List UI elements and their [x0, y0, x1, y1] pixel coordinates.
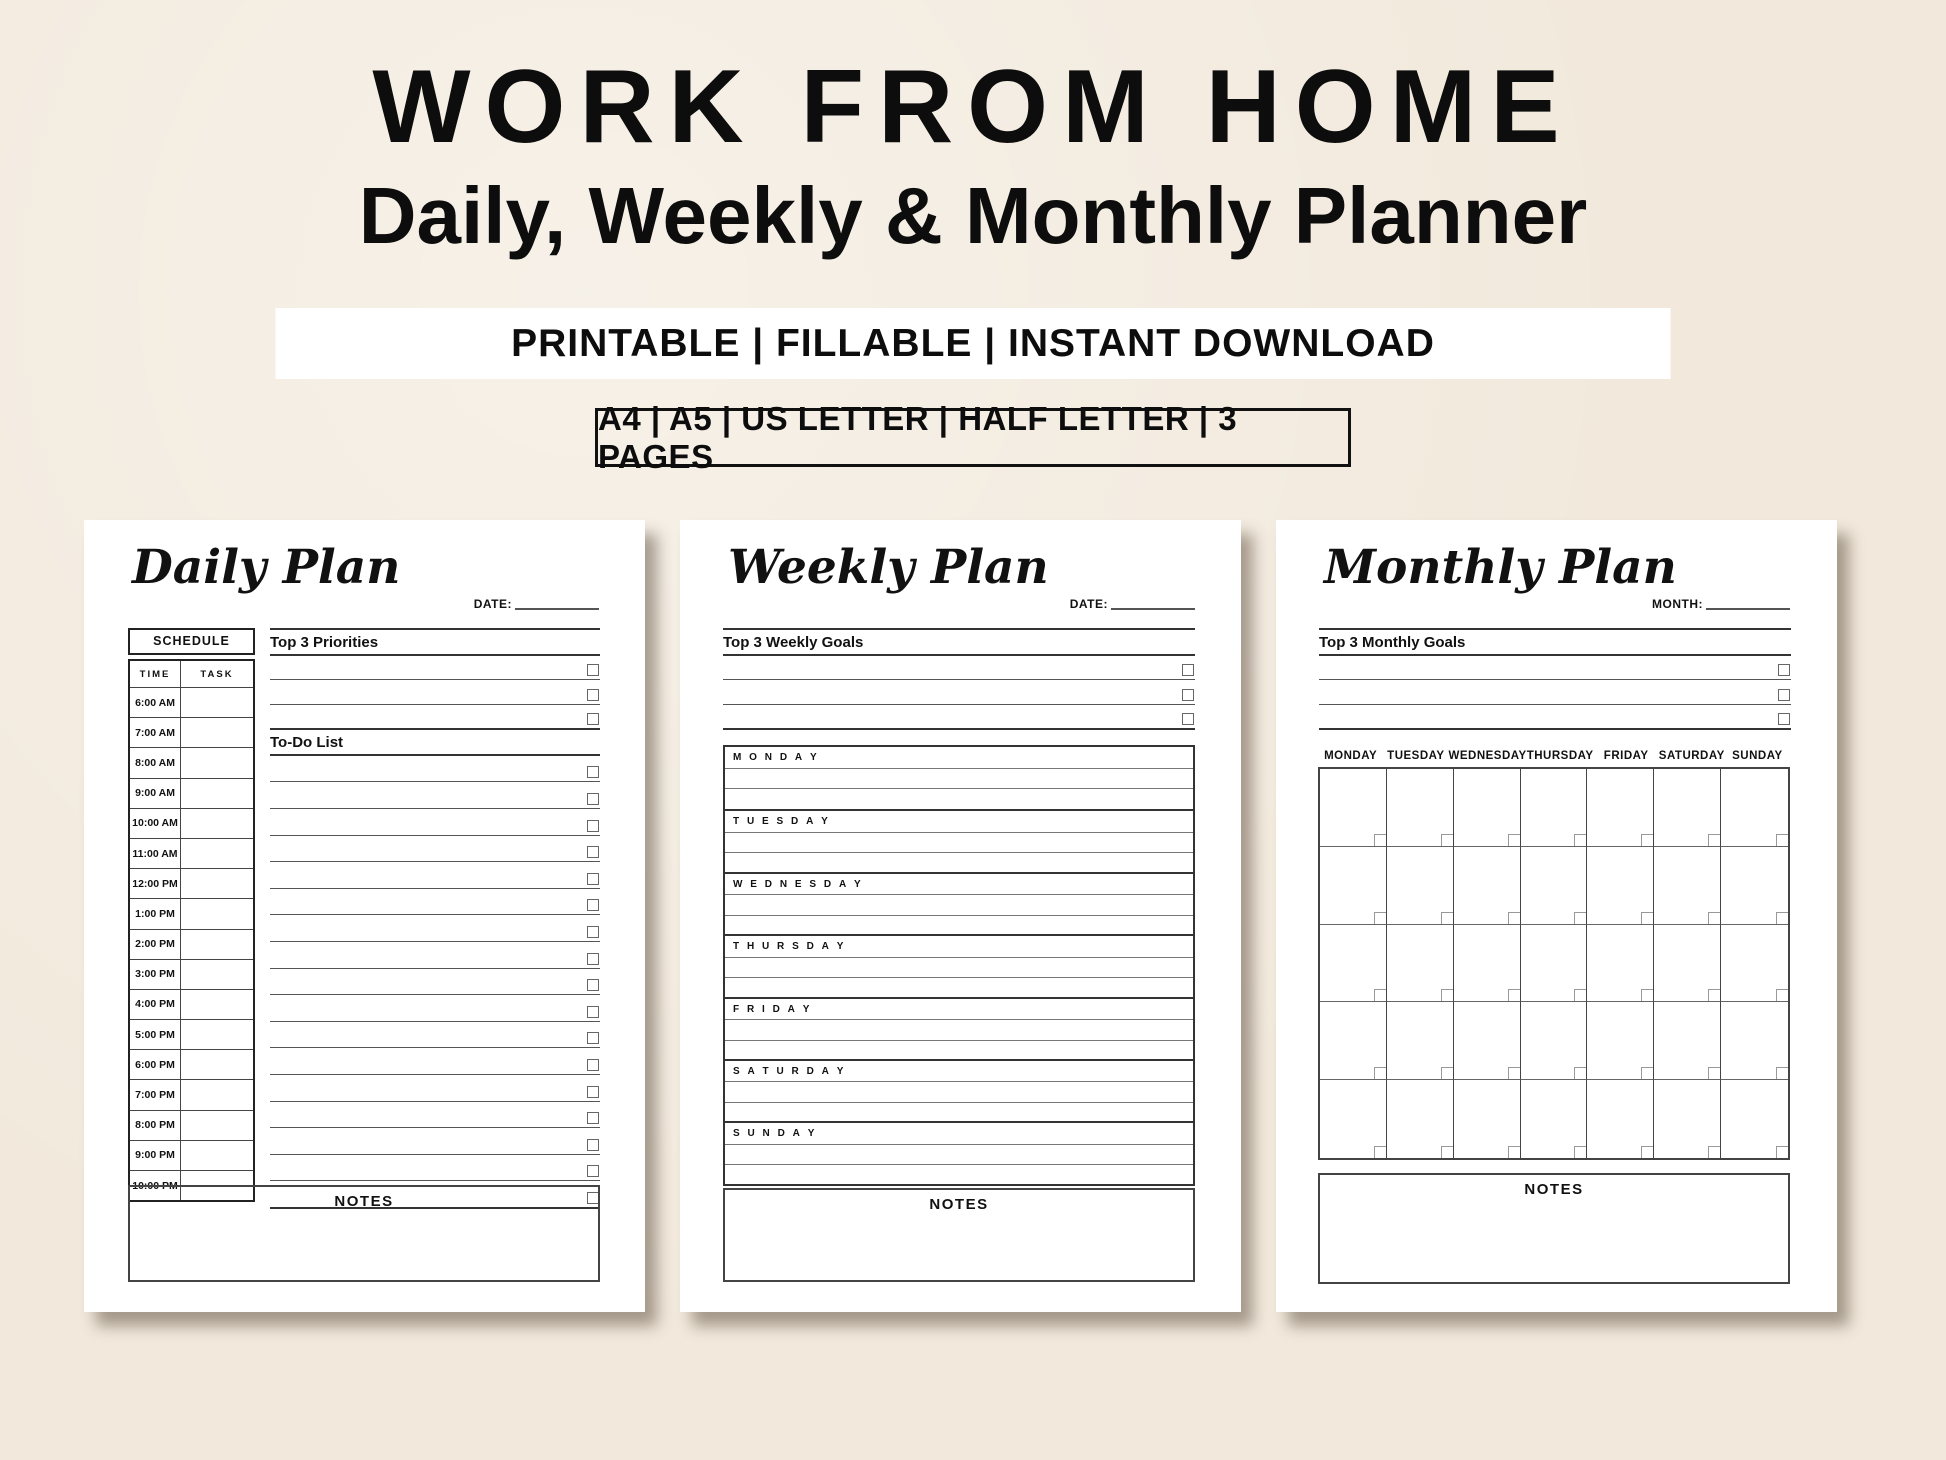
priorities-rows — [270, 656, 600, 730]
checkbox-icon — [1778, 664, 1790, 676]
daily-schedule-row — [130, 779, 253, 809]
weekly-day-section — [725, 747, 1193, 809]
weekly-day-line — [725, 1040, 1193, 1061]
daily-time-cell: 5:00 PM — [130, 1020, 181, 1049]
weekly-goals-heading: Top 3 Weekly Goals — [723, 630, 1195, 656]
monthly-day-cell — [1587, 769, 1654, 847]
weekly-day-line — [725, 894, 1193, 915]
weekly-plan-page — [680, 520, 1241, 1312]
schedule-table — [128, 659, 255, 1202]
daily-time-cell: 10:00 PM — [130, 1171, 181, 1200]
daily-time-cell: 7:00 PM — [130, 1080, 181, 1109]
daily-time-cell: 6:00 PM — [130, 1050, 181, 1079]
daily-time-cell: 9:00 AM — [130, 779, 181, 808]
weekly-day-line — [725, 788, 1193, 809]
date-corner-box — [1374, 834, 1386, 846]
daily-schedule-row — [130, 839, 253, 869]
daily-task-cell — [181, 899, 253, 928]
monthly-day-cell — [1387, 925, 1454, 1003]
monthly-day-cell — [1521, 925, 1588, 1003]
monthly-weekday-label: SATURDAY — [1658, 750, 1725, 762]
weekly-day-label: T U E S D A Y — [733, 816, 832, 828]
todo-heading: To-Do List — [270, 730, 600, 756]
checkbox-icon — [587, 1139, 599, 1151]
daily-schedule-row — [130, 990, 253, 1020]
daily-time-cell: 8:00 PM — [130, 1111, 181, 1140]
daily-time-cell: 12:00 PM — [130, 869, 181, 898]
daily-schedule-row — [130, 688, 253, 718]
feature-banner — [276, 308, 1671, 379]
monthly-day-cell — [1721, 847, 1788, 925]
monthly-goal-row — [1319, 680, 1791, 704]
monthly-goals-rows — [1319, 656, 1791, 730]
date-corner-box — [1641, 834, 1653, 846]
date-corner-box — [1508, 1067, 1520, 1079]
weekly-day-line — [725, 1081, 1193, 1102]
priority-row — [270, 680, 600, 704]
monthly-day-cell — [1654, 847, 1721, 925]
checkbox-icon — [587, 1165, 599, 1177]
daily-time-cell: 4:00 PM — [130, 990, 181, 1019]
daily-notes-label: NOTES — [334, 1193, 394, 1210]
monthly-goals-heading: Top 3 Monthly Goals — [1319, 630, 1791, 656]
weekly-goal-row — [723, 680, 1195, 704]
daily-time-cell: 11:00 AM — [130, 839, 181, 868]
checkbox-icon — [587, 689, 599, 701]
daily-schedule-row — [130, 869, 253, 899]
checkbox-icon — [587, 664, 599, 676]
monthly-plan-page — [1276, 520, 1837, 1312]
monthly-day-cell — [1454, 1080, 1521, 1158]
monthly-day-cell — [1320, 925, 1387, 1003]
date-corner-box — [1708, 834, 1720, 846]
todo-row — [270, 836, 600, 863]
date-corner-box — [1708, 912, 1720, 924]
weekly-day-label: S U N D A Y — [733, 1128, 818, 1140]
weekly-day-label: S A T U R D A Y — [733, 1065, 847, 1077]
daily-task-cell — [181, 960, 253, 989]
monthly-month-label: MONTH: — [1652, 597, 1703, 611]
daily-task-cell — [181, 1050, 253, 1079]
weekly-day-line — [725, 852, 1193, 873]
monthly-day-cell — [1521, 1080, 1588, 1158]
monthly-weekday-label: MONDAY — [1324, 750, 1378, 762]
date-corner-box — [1441, 989, 1453, 1001]
daily-task-cell — [181, 1141, 253, 1170]
daily-task-cell — [181, 1111, 253, 1140]
todo-row — [270, 942, 600, 969]
date-corner-box — [1374, 989, 1386, 1001]
todo-row — [270, 1022, 600, 1049]
todo-row — [270, 1102, 600, 1129]
date-corner-box — [1508, 834, 1520, 846]
weekly-date-label: DATE: — [1069, 597, 1108, 611]
checkbox-icon — [587, 1006, 599, 1018]
checkbox-icon — [1182, 664, 1194, 676]
date-corner-box — [1441, 1146, 1453, 1158]
daily-schedule-row — [130, 1141, 253, 1171]
monthly-calendar-grid — [1318, 767, 1790, 1160]
checkbox-icon — [587, 713, 599, 725]
weekly-day-line — [725, 1019, 1193, 1040]
monthly-day-cell — [1654, 1080, 1721, 1158]
monthly-weekday-header-row — [1318, 750, 1790, 762]
task-column-header: TASK — [200, 668, 234, 680]
weekly-day-section — [725, 997, 1193, 1059]
monthly-day-cell — [1721, 769, 1788, 847]
daily-schedule-row — [130, 1080, 253, 1110]
todo-row — [270, 782, 600, 809]
monthly-day-cell — [1320, 847, 1387, 925]
date-corner-box — [1374, 1146, 1386, 1158]
monthly-weekday-label: TUESDAY — [1387, 750, 1445, 762]
daily-time-cell: 1:00 PM — [130, 899, 181, 928]
weekly-day-line — [725, 977, 1193, 998]
daily-task-cell — [181, 930, 253, 959]
weekly-day-line — [725, 1164, 1193, 1185]
daily-plan-page — [84, 520, 645, 1312]
weekly-day-line — [725, 957, 1193, 978]
schedule-header: SCHEDULE — [128, 628, 255, 655]
daily-schedule-row — [130, 718, 253, 748]
checkbox-icon — [587, 1112, 599, 1124]
date-corner-box — [1441, 834, 1453, 846]
daily-page-title: Daily Plan — [132, 540, 401, 595]
daily-schedule-row — [130, 1020, 253, 1050]
daily-schedule-row — [130, 930, 253, 960]
weekly-notes-box — [723, 1188, 1195, 1282]
monthly-page-title: Monthly Plan — [1324, 540, 1677, 595]
daily-schedule-row — [130, 899, 253, 929]
date-corner-box — [1776, 1067, 1788, 1079]
todo-row — [270, 915, 600, 942]
monthly-day-cell — [1721, 1080, 1788, 1158]
weekly-day-line — [725, 768, 1193, 789]
monthly-day-cell — [1654, 769, 1721, 847]
priority-row — [270, 705, 600, 730]
weekly-day-line — [725, 915, 1193, 936]
weekly-day-section — [725, 1121, 1193, 1183]
monthly-day-cell — [1521, 769, 1588, 847]
daily-date-label: DATE: — [473, 597, 512, 611]
date-corner-box — [1508, 1146, 1520, 1158]
weekly-days-table — [723, 745, 1195, 1186]
monthly-notes-box — [1318, 1173, 1790, 1284]
daily-task-cell — [181, 869, 253, 898]
date-corner-box — [1708, 1146, 1720, 1158]
formats-text: A4 | A5 | US LETTER | HALF LETTER | 3 PAGES — [598, 399, 1238, 475]
daily-task-cell — [181, 839, 253, 868]
weekly-day-section — [725, 1059, 1193, 1121]
weekly-day-line — [725, 1144, 1193, 1165]
todo-row — [270, 809, 600, 836]
date-corner-box — [1776, 912, 1788, 924]
date-corner-box — [1574, 912, 1586, 924]
monthly-notes-label: NOTES — [1524, 1181, 1584, 1198]
date-corner-box — [1374, 1067, 1386, 1079]
date-corner-box — [1776, 989, 1788, 1001]
todo-row — [270, 1048, 600, 1075]
weekly-goals-rows — [723, 656, 1195, 730]
date-corner-box — [1641, 1067, 1653, 1079]
daily-time-cell: 8:00 AM — [130, 748, 181, 777]
monthly-day-cell — [1320, 1002, 1387, 1080]
todo-row — [270, 969, 600, 996]
time-column-header: TIME — [130, 661, 181, 687]
weekly-date-field — [1070, 596, 1195, 610]
date-corner-box — [1574, 989, 1586, 1001]
date-corner-box — [1776, 834, 1788, 846]
checkbox-icon — [587, 953, 599, 965]
date-corner-box — [1574, 1146, 1586, 1158]
date-corner-box — [1776, 1146, 1788, 1158]
monthly-day-cell — [1721, 925, 1788, 1003]
date-corner-box — [1641, 912, 1653, 924]
checkbox-icon — [587, 1059, 599, 1071]
weekly-goals-block — [723, 628, 1195, 730]
weekly-day-line — [725, 832, 1193, 853]
formats-box — [595, 399, 1351, 475]
monthly-day-cell — [1521, 1002, 1588, 1080]
weekly-day-label: T H U R S D A Y — [733, 941, 847, 953]
weekly-day-line — [725, 1102, 1193, 1123]
subtitle: Daily, Weekly & Monthly Planner — [358, 171, 1588, 260]
weekly-date-blank-line — [1111, 596, 1195, 610]
monthly-day-cell — [1721, 1002, 1788, 1080]
todo-rows — [270, 756, 600, 1209]
weekly-goal-row — [723, 705, 1195, 730]
weekly-day-section — [725, 934, 1193, 996]
daily-notes-box — [128, 1185, 600, 1282]
daily-schedule-row — [130, 1111, 253, 1141]
monthly-weekday-label: SUNDAY — [1732, 750, 1783, 762]
monthly-weekday-label: WEDNESDAY — [1448, 750, 1527, 762]
daily-schedule-row — [130, 748, 253, 778]
weekly-day-label: W E D N E S D A Y — [733, 878, 865, 890]
checkbox-icon — [587, 899, 599, 911]
daily-time-cell: 2:00 PM — [130, 930, 181, 959]
weekly-goal-row — [723, 656, 1195, 680]
todo-row — [270, 1155, 600, 1182]
daily-date-blank-line — [515, 596, 599, 610]
daily-right-column — [270, 628, 600, 1209]
todo-row — [270, 1075, 600, 1102]
checkbox-icon — [587, 1086, 599, 1098]
todo-row — [270, 1128, 600, 1155]
date-corner-box — [1441, 912, 1453, 924]
monthly-day-cell — [1387, 1002, 1454, 1080]
monthly-day-cell — [1454, 1002, 1521, 1080]
monthly-day-cell — [1587, 1002, 1654, 1080]
schedule-rows — [130, 688, 253, 1200]
checkbox-icon — [587, 846, 599, 858]
checkbox-icon — [587, 766, 599, 778]
daily-task-cell — [181, 688, 253, 717]
monthly-day-cell — [1454, 847, 1521, 925]
schedule-column — [128, 628, 255, 1209]
monthly-month-field — [1652, 596, 1790, 610]
checkbox-icon — [587, 793, 599, 805]
date-corner-box — [1641, 1146, 1653, 1158]
daily-time-cell: 3:00 PM — [130, 960, 181, 989]
priority-row — [270, 656, 600, 680]
weekly-day-label: M O N D A Y — [733, 752, 821, 763]
daily-schedule-row — [130, 1050, 253, 1080]
date-corner-box — [1641, 989, 1653, 1001]
daily-task-cell — [181, 718, 253, 747]
monthly-day-cell — [1587, 1080, 1654, 1158]
monthly-day-cell — [1587, 847, 1654, 925]
monthly-day-cell — [1320, 769, 1387, 847]
checkbox-icon — [587, 820, 599, 832]
monthly-day-cell — [1320, 1080, 1387, 1158]
date-corner-box — [1441, 1067, 1453, 1079]
monthly-day-cell — [1387, 847, 1454, 925]
daily-body — [128, 628, 600, 1209]
date-corner-box — [1574, 1067, 1586, 1079]
todo-row — [270, 889, 600, 916]
daily-time-cell: 6:00 AM — [130, 688, 181, 717]
weekly-day-label: F R I D A Y — [733, 1003, 813, 1015]
checkbox-icon — [1778, 713, 1790, 725]
checkbox-icon — [1182, 689, 1194, 701]
monthly-day-cell — [1454, 925, 1521, 1003]
daily-task-cell — [181, 748, 253, 777]
daily-date-field — [474, 596, 599, 610]
weekly-notes-label: NOTES — [929, 1196, 989, 1213]
daily-task-cell — [181, 1080, 253, 1109]
daily-time-cell: 9:00 PM — [130, 1141, 181, 1170]
todo-row — [270, 862, 600, 889]
date-corner-box — [1708, 989, 1720, 1001]
daily-time-cell: 7:00 AM — [130, 718, 181, 747]
checkbox-icon — [587, 873, 599, 885]
daily-task-cell — [181, 990, 253, 1019]
monthly-goals-block — [1319, 628, 1791, 730]
date-corner-box — [1374, 912, 1386, 924]
checkbox-icon — [587, 979, 599, 991]
daily-task-cell — [181, 1020, 253, 1049]
monthly-day-cell — [1454, 769, 1521, 847]
monthly-day-cell — [1654, 925, 1721, 1003]
daily-schedule-row — [130, 809, 253, 839]
date-corner-box — [1508, 989, 1520, 1001]
daily-task-cell — [181, 779, 253, 808]
monthly-day-cell — [1654, 1002, 1721, 1080]
date-corner-box — [1708, 1067, 1720, 1079]
daily-schedule-row — [130, 960, 253, 990]
weekly-day-section — [725, 809, 1193, 871]
monthly-day-cell — [1587, 925, 1654, 1003]
feature-banner-text: PRINTABLE | FILLABLE | INSTANT DOWNLOAD — [511, 321, 1435, 365]
checkbox-icon — [1778, 689, 1790, 701]
weekly-page-title: Weekly Plan — [728, 540, 1049, 595]
monthly-weekday-label: FRIDAY — [1603, 750, 1649, 762]
main-title: WORK FROM HOME — [372, 49, 1574, 165]
checkbox-icon — [587, 1032, 599, 1044]
todo-row — [270, 756, 600, 783]
monthly-month-blank-line — [1706, 596, 1790, 610]
date-corner-box — [1508, 912, 1520, 924]
daily-time-cell: 10:00 AM — [130, 809, 181, 838]
date-corner-box — [1574, 834, 1586, 846]
monthly-goal-row — [1319, 656, 1791, 680]
priorities-heading: Top 3 Priorities — [270, 630, 600, 656]
monthly-day-cell — [1387, 769, 1454, 847]
monthly-day-cell — [1387, 1080, 1454, 1158]
monthly-weekday-label: THURSDAY — [1526, 750, 1594, 762]
monthly-day-cell — [1521, 847, 1588, 925]
checkbox-icon — [587, 926, 599, 938]
checkbox-icon — [1182, 713, 1194, 725]
schedule-table-header — [130, 661, 253, 688]
weekly-day-section — [725, 872, 1193, 934]
monthly-goal-row — [1319, 705, 1791, 730]
daily-task-cell — [181, 809, 253, 838]
todo-row — [270, 995, 600, 1022]
